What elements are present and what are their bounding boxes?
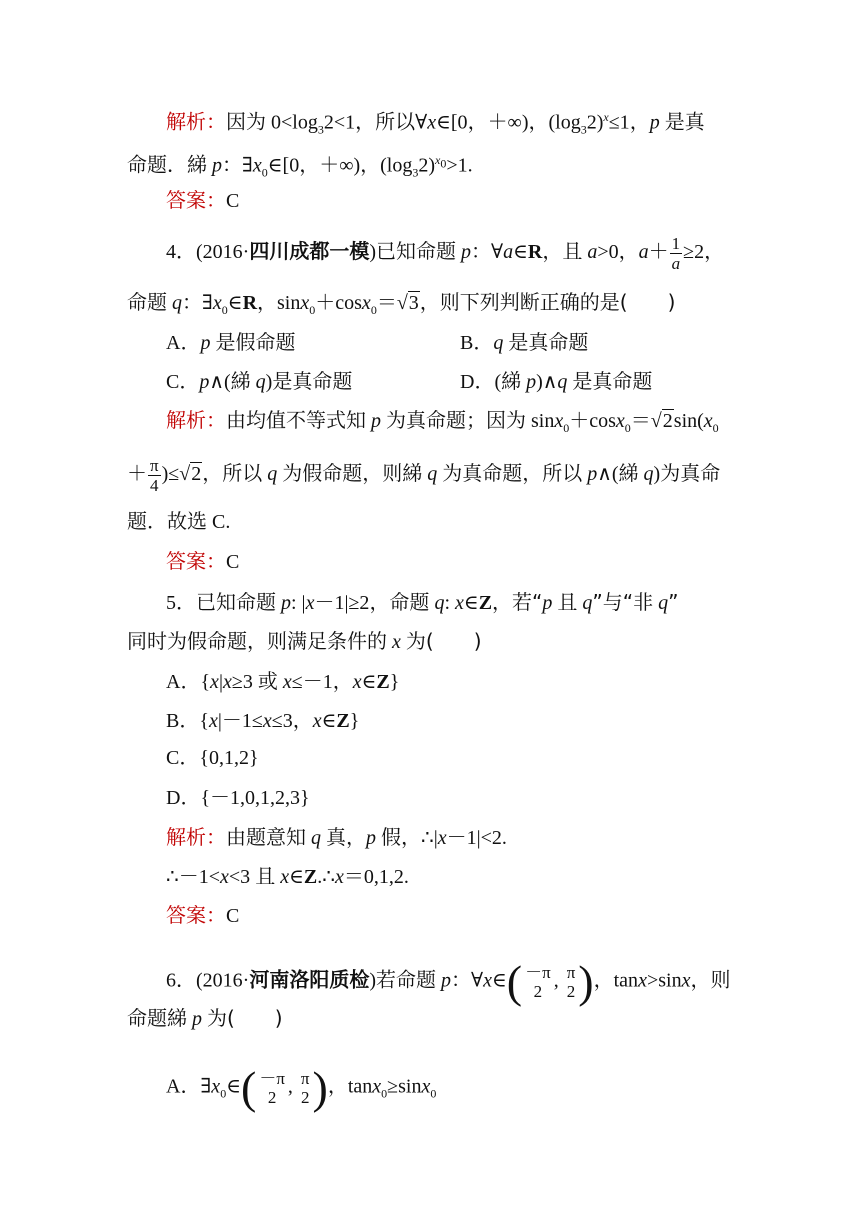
q4-option-b: B．q 是真命题 xyxy=(460,330,589,354)
q4-answer-label: 答案： xyxy=(166,549,226,573)
q4-analysis-label: 解析： xyxy=(166,408,226,432)
q4-option-c: C．p∧(綈 q)是真命题 xyxy=(166,369,353,393)
q4-stem-line-2: 命题 q：$\exists x_0\in R$，sinx$_0$＋cosx$_0$＝√3，则下列判断正确的是( ) xyxy=(127,290,676,317)
q3-analysis-line-1: 解析：因为 $0<\log_32<1$，所以∀x∈[0，＋∞)，$(\log_32)^x\le 1$，p 是真 xyxy=(166,109,705,137)
q4-number: 4． xyxy=(166,241,196,264)
q5-analysis-line-2: ∴－1<x<3 且 x∈Z.∴x＝0,1,2. xyxy=(166,864,409,888)
q5-analysis-line-1: 解析：由题意知 q 真，p 假，∴|x－1|<2. xyxy=(166,825,507,849)
q4-option-a: A．p 是假命题 xyxy=(166,330,296,354)
q4-answer-value: C xyxy=(226,551,240,573)
q5-answer-value: C xyxy=(226,905,240,927)
q5-number: 5． xyxy=(166,592,196,614)
q5-option-d: D．{－1,0,1,2,3} xyxy=(166,787,310,809)
q5-option-b: B．{x|－1≤x≤3，x∈Z} xyxy=(166,708,360,732)
q5-option-c: C．{0,1,2} xyxy=(166,747,259,769)
q3-answer xyxy=(166,186,239,215)
q3-answer-value: C xyxy=(226,190,240,212)
q3-analysis-label: 解析： xyxy=(166,109,226,134)
q5-answer xyxy=(166,901,239,930)
q3-analysis-line-2: 命题．綈 p：$\exists x_0\in[0$，＋∞)，$(\log_32)^{x_0}>1$. xyxy=(127,152,473,180)
q4-analysis-line-2: ＋ $\frac{\pi}{4}$ )≤√2，所以 q 为假命题，则綈 q 为真命题，所以 p∧(綈 q)为真命 xyxy=(127,456,721,495)
q4-stem-line-1: 4．(2016·四川成都一模)已知命题 p：∀a∈R，且 a>0，a＋ $\frac{1}{a}$ ≥2， xyxy=(166,234,725,273)
q5-stem-line-1: 5．已知命题 p: |x－1|≥2，命题 q: x∈Z，若“p 且 q”与“非 q” xyxy=(166,590,679,614)
q6-number: 6． xyxy=(166,969,196,992)
q6-option-a: A．$\exists x_0\in$( －π 2 , π 2 )，tanx$_0$≥sinx$_0$ xyxy=(166,1062,437,1113)
q5-option-a: A．{x|x≥3 或 x≤－1，x∈Z} xyxy=(166,669,400,693)
q5-stem-line-2: 同时为假命题，则满足条件的 x 为( ) xyxy=(127,629,482,653)
q6-stem-line-1: 6．(2016·河南洛阳质检)若命题 p：∀x∈( －π 2 , π 2 )，tanx>sinx，则 xyxy=(166,956,731,1007)
q6-stem-line-2: 命题綈 p 为( ) xyxy=(127,1006,283,1030)
q4-option-d: D．(綈 p)∧q 是真命题 xyxy=(460,369,653,393)
q4-answer xyxy=(166,547,239,576)
q5-analysis-label: 解析： xyxy=(166,825,226,849)
q5-answer-label: 答案： xyxy=(166,903,226,927)
q4-analysis-line-3: 题．故选 C. xyxy=(127,509,231,533)
q3-answer-label: 答案： xyxy=(166,188,226,212)
q4-analysis-line-1: 解析：由均值不等式知 p 为真命题；因为 $\sin x_0+\cos x_0=√2\sin(x_0$ xyxy=(166,408,719,435)
